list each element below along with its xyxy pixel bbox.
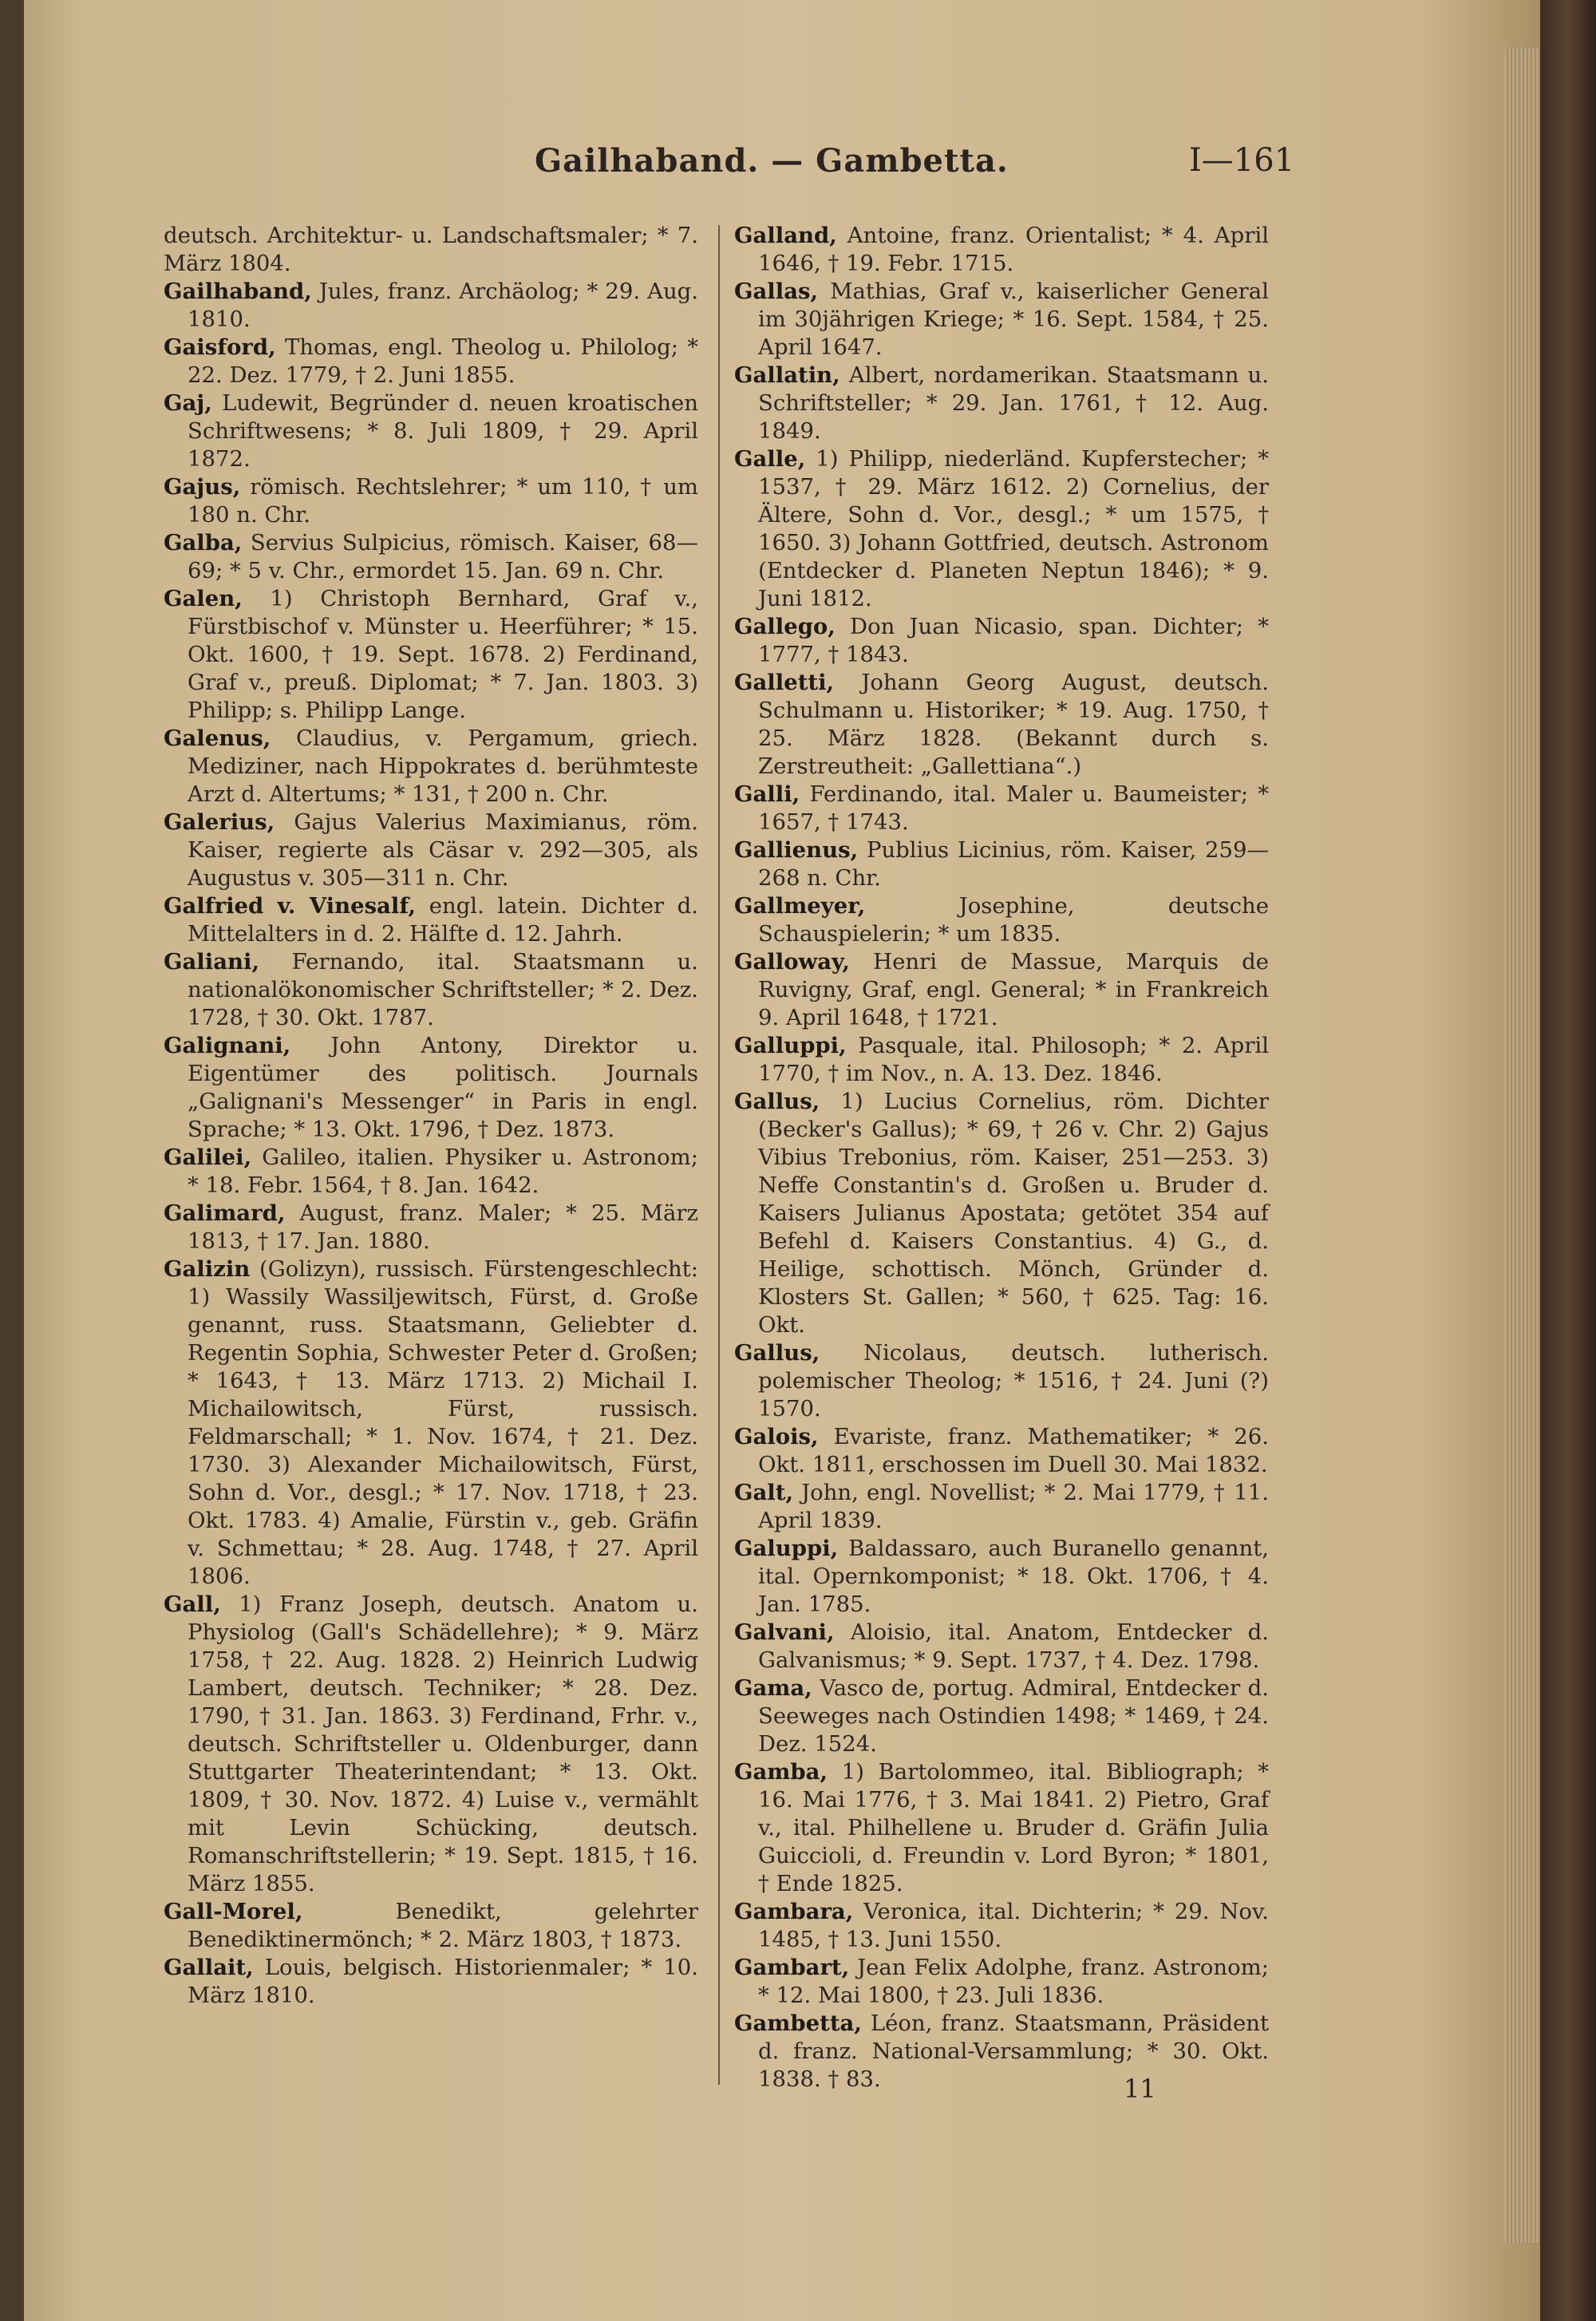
dictionary-entry bbox=[734, 948, 1269, 1032]
dictionary-entry bbox=[164, 222, 698, 278]
entry-headword: Gamba, bbox=[734, 1759, 828, 1785]
entry-text: Evariste, franz. Mathematiker; * 26. Okt. 1811, erschossen im Duell 30. Mai 1832. bbox=[758, 1424, 1269, 1477]
entry-text: Léon, franz. Staatsmann, Präsident d. franz. National-Versammlung; * 30. Okt. 1838. † 83. bbox=[758, 2011, 1269, 2092]
entry-headword: Galvani, bbox=[734, 1619, 835, 1645]
dictionary-entry bbox=[734, 1535, 1269, 1619]
entry-headword: Gambetta, bbox=[734, 2011, 862, 2036]
entry-text: Ludewit, Begründer d. neuen kroatischen Schriftwesens; * 8. Juli 1809, † 29. April 1872. bbox=[188, 390, 699, 472]
page-header bbox=[24, 142, 1540, 190]
entry-text: John Antony, Direktor u. Eigentümer des politisch. Journals „Galignani's Messenger“ in Paris in engl. Sprache; * 13. Okt. 1796, † Dez. 1873. bbox=[188, 1033, 699, 1142]
entry-text: Nicolaus, deutsch. lutherisch. polemischer Theolog; * 1516, † 24. Juni (?) 1570. bbox=[758, 1340, 1269, 1421]
entry-text: römisch. Rechtslehrer; * um 110, † um 180 n. Chr. bbox=[188, 474, 698, 528]
dictionary-entry bbox=[164, 278, 698, 334]
entry-text: Henri de Massue, Marquis de Ruvigny, Graf, engl. General; * in Frankreich 9. April 1648, † 1721. bbox=[758, 949, 1270, 1030]
dictionary-entry bbox=[734, 362, 1269, 445]
dictionary-entry bbox=[734, 1339, 1269, 1423]
entry-text: Antoine, franz. Orientalist; * 4. April 1646, † 19. Febr. 1715. bbox=[758, 223, 1269, 276]
dictionary-entry bbox=[734, 1619, 1269, 1675]
dictionary-entry bbox=[164, 1255, 698, 1591]
entry-text: Publius Licinius, röm. Kaiser, 259—268 n. Chr. bbox=[758, 837, 1269, 891]
entry-text: Ferdinando, ital. Maler u. Baumeister; * 1657, † 1743. bbox=[758, 781, 1269, 835]
entry-headword: Gambara, bbox=[734, 1899, 854, 1924]
dictionary-entry bbox=[164, 809, 698, 892]
book-spine bbox=[1540, 0, 1596, 2321]
entry-headword: Gallas, bbox=[734, 279, 819, 304]
entry-text: 1) Philipp, niederländ. Kupferstecher; * 1537, † 29. März 1612. 2) Cornelius, der Ältere, Sohn d. Vor., desgl.; * um 1575, † 1650. 3) Johann Gottfried, deutsch. Astronom (Entdecker d. Planeten Neptun 1846); * 9. Juni 1812. bbox=[758, 446, 1269, 611]
dictionary-entry bbox=[164, 1200, 698, 1255]
entry-headword: Gallienus, bbox=[734, 837, 859, 863]
entry-headword: Galba, bbox=[164, 530, 243, 556]
entry-headword: Galfried v. Vinesalf, bbox=[164, 893, 417, 919]
dictionary-entry bbox=[734, 1675, 1269, 1758]
entry-headword: Galt, bbox=[734, 1480, 794, 1505]
entry-headword: Galle, bbox=[734, 446, 806, 472]
entry-text: Albert, nordamerikan. Staatsmann u. Schriftsteller; * 29. Jan. 1761, † 12. Aug. 1849. bbox=[758, 362, 1269, 444]
entry-text: deutsch. Architektur- u. Landschaftsmaler; * 7. März 1804. bbox=[164, 223, 698, 276]
dictionary-entry bbox=[164, 1032, 698, 1144]
dictionary-entry bbox=[164, 1144, 698, 1200]
dictionary-entry bbox=[164, 473, 698, 529]
entry-headword: Gall, bbox=[164, 1591, 221, 1617]
entry-headword: Gallatin, bbox=[734, 362, 840, 388]
entry-text: Jules, franz. Archäolog; * 29. Aug. 1810. bbox=[188, 279, 699, 332]
signature-mark: 11 bbox=[1124, 2074, 1156, 2104]
entry-headword: Galois, bbox=[734, 1424, 819, 1449]
dictionary-entry bbox=[734, 445, 1269, 613]
entry-headword: Galletti, bbox=[734, 670, 835, 695]
dictionary-entry bbox=[734, 1758, 1269, 1898]
entry-text: Galileo, italien. Physiker u. Astronom; * 18. Febr. 1564, † 8. Jan. 1642. bbox=[188, 1145, 699, 1198]
entry-headword: Gallait, bbox=[164, 1955, 254, 1980]
entry-headword: Galilei, bbox=[164, 1145, 252, 1170]
dictionary-entry bbox=[734, 781, 1269, 836]
dictionary-entry bbox=[164, 334, 698, 389]
dictionary-entry bbox=[734, 1032, 1269, 1088]
dictionary-entry bbox=[164, 725, 698, 809]
dictionary-entry bbox=[734, 222, 1269, 278]
entry-headword: Gama, bbox=[734, 1675, 812, 1701]
entry-headword: Galignani, bbox=[164, 1033, 291, 1058]
dictionary-entry bbox=[164, 389, 698, 473]
entry-headword: Galiani, bbox=[164, 949, 260, 975]
right-column bbox=[734, 222, 1269, 2094]
entry-headword: Gaj, bbox=[164, 390, 212, 416]
dictionary-entry bbox=[734, 892, 1269, 948]
dictionary-entry bbox=[734, 278, 1269, 362]
entry-headword: Galizin bbox=[164, 1256, 251, 1282]
entry-text: 1) Franz Joseph, deutsch. Anatom u. Physiolog (Gall's Schädellehre); * 9. März 1758, † 22. Aug. 1828. 2) Heinrich Ludwig Lambert, deutsch. Techniker; * 28. Dez. 1790, † 31. Jan. 1863. 3) Ferdinand, Frhr. v., deutsch. Schriftsteller u. Oldenburger, dann Stuttgarter Theaterintendant; * 13. Okt. 1809, † 30. Nov. 1872. 4) Luise v., vermählt mit Levin Schücking, deutsch. Romanschriftstellerin; * 19. Sept. 1815, † 16. März 1855. bbox=[188, 1591, 698, 1896]
entry-text: Don Juan Nicasio, span. Dichter; * 1777, † 1843. bbox=[758, 614, 1269, 667]
dictionary-entry bbox=[734, 1423, 1269, 1479]
entry-text: 1) Bartolommeo, ital. Bibliograph; * 16. Mai 1776, † 3. Mai 1841. 2) Pietro, Graf v., ital. Philhellene u. Bruder d. Gräfin Julia Guiccioli, d. Freundin v. Lord Byron; * 1801, † Ende 1825. bbox=[758, 1759, 1269, 1896]
entry-text: 1) Lucius Cornelius, röm. Dichter (Becker's Gallus); * 69, † 26 v. Chr. 2) Gajus Vibius Trebonius, röm. Kaiser, 251—253. 3) Neffe Constantin's d. Großen u. Bruder d. Kaisers Julianus Apostata; getötet 354 auf Befehl d. Kaisers Constantius. 4) G., d. Heilige, schottisch. Mönch, Gründer d. Klosters St. Gallen; * 560, † 625. Tag: 16. Okt. bbox=[758, 1089, 1269, 1338]
entry-text: Claudius, v. Pergamum, griech. Mediziner, nach Hippokrates d. berühmteste Arzt d. Altertums; * 131, † 200 n. Chr. bbox=[188, 726, 698, 807]
dictionary-entry bbox=[734, 613, 1269, 669]
dictionary-entry bbox=[164, 585, 698, 725]
entry-text: Benedikt, gelehrter Benediktinermönch; * 2. März 1803, † 1873. bbox=[188, 1899, 698, 1952]
running-title: Gailhaband. — Gambetta. bbox=[535, 142, 1009, 180]
entry-headword: Galland, bbox=[734, 223, 837, 248]
entry-headword: Galluppi, bbox=[734, 1033, 847, 1058]
entry-text: Aloisio, ital. Anatom, Entdecker d. Galvanismus; * 9. Sept. 1737, † 4. Dez. 1798. bbox=[758, 1619, 1269, 1673]
entry-text: Johann Georg August, deutsch. Schulmann u. Historiker; * 19. Aug. 1750, † 25. März 1828. (Bekannt durch s. Zerstreutheit: „Gallettiana“.) bbox=[758, 670, 1269, 779]
entry-text: engl. latein. Dichter d. Mittelalters in d. 2. Hälfte d. 12. Jahrh. bbox=[188, 893, 699, 947]
entry-headword: Gall-Morel, bbox=[164, 1899, 303, 1924]
entry-headword: Gailhaband, bbox=[164, 279, 312, 304]
entry-headword: Gallmeyer, bbox=[734, 893, 866, 919]
entry-headword: Galuppi, bbox=[734, 1536, 839, 1561]
entry-headword: Galimard, bbox=[164, 1200, 286, 1226]
entry-text: Pasquale, ital. Philosoph; * 2. April 1770, † im Nov., n. A. 13. Dez. 1846. bbox=[758, 1033, 1269, 1086]
dictionary-entry bbox=[734, 1088, 1269, 1339]
entry-text: Thomas, engl. Theolog u. Philolog; * 22. Dez. 1779, † 2. Juni 1855. bbox=[188, 334, 698, 388]
entry-headword: Gallus, bbox=[734, 1340, 820, 1366]
entry-headword: Galerius, bbox=[164, 809, 275, 835]
entry-text: 1) Christoph Bernhard, Graf v., Fürstbischof v. Münster u. Heerführer; * 15. Okt. 1600, † 19. Sept. 1678. 2) Ferdinand, Graf v., preuß. Diplomat; * 7. Jan. 1803. 3) Philipp; s. Philipp Lange. bbox=[188, 586, 698, 723]
page bbox=[24, 0, 1540, 2321]
entry-text: Mathias, Graf v., kaiserlicher General im 30jährigen Kriege; * 16. Sept. 1584, † 25. April 1647. bbox=[758, 279, 1270, 360]
entry-headword: Galen, bbox=[164, 586, 243, 611]
dictionary-entry bbox=[164, 1591, 698, 1898]
entry-headword: Gaisford, bbox=[164, 334, 276, 360]
dictionary-entry bbox=[734, 836, 1269, 892]
entry-headword: Gallego, bbox=[734, 614, 836, 639]
dictionary-entry bbox=[734, 1898, 1269, 1954]
entry-text: Louis, belgisch. Historienmaler; * 10. März 1810. bbox=[188, 1955, 699, 2008]
dictionary-entry bbox=[734, 669, 1269, 781]
dictionary-entry bbox=[734, 2010, 1269, 2094]
entry-headword: Galenus, bbox=[164, 726, 271, 751]
entry-text: August, franz. Maler; * 25. März 1813, † 17. Jan. 1880. bbox=[188, 1200, 698, 1254]
entry-text: Fernando, ital. Staatsmann u. nationalökonomischer Schriftsteller; * 2. Dez. 1728, † 30. Okt. 1787. bbox=[188, 949, 698, 1030]
entry-text: (Golizyn), russisch. Fürstengeschlecht: 1) Wassily Wassiljewitsch, Fürst, d. Große genannt, russ. Staatsmann, Geliebter d. Regentin Sophia, Schwester Peter d. Großen; * 1643, † 13. März 1713. 2) Michail I. Michailowitsch, Fürst, russisch. Feldmarschall; * 1. Nov. 1674, † 21. Dez. 1730. 3) Alexander Michailowitsch, Fürst, Sohn d. Vor., desgl.; * 17. Nov. 1718, † 23. Okt. 1783. 4) Amalie, Fürstin v., geb. Gräfin v. Schmettau; * 28. Aug. 1748, † 27. April 1806. bbox=[188, 1256, 698, 1589]
dictionary-entry bbox=[164, 892, 698, 948]
entry-headword: Galloway, bbox=[734, 949, 850, 975]
entry-text: Baldassaro, auch Buranello genannt, ital. Opernkomponist; * 18. Okt. 1706, † 4. Jan. 1785. bbox=[758, 1536, 1269, 1617]
dictionary-entry bbox=[164, 948, 698, 1032]
page-number: I—161 bbox=[1189, 142, 1295, 179]
column-divider bbox=[718, 225, 720, 2085]
entry-text: Servius Sulpicius, römisch. Kaiser, 68—69; * 5 v. Chr., ermordet 15. Jan. 69 n. Chr. bbox=[188, 530, 698, 583]
dictionary-entry bbox=[734, 1479, 1269, 1535]
entry-headword: Gallus, bbox=[734, 1089, 820, 1114]
dictionary-entry bbox=[164, 1954, 698, 2010]
entry-text: Veronica, ital. Dichterin; * 29. Nov. 1485, † 13. Juni 1550. bbox=[758, 1899, 1269, 1952]
entry-text: John, engl. Novellist; * 2. Mai 1779, † 11. April 1839. bbox=[758, 1480, 1269, 1533]
entry-text: Jean Felix Adolphe, franz. Astronom; * 12. Mai 1800, † 23. Juli 1836. bbox=[758, 1955, 1269, 2008]
page-edge bbox=[1504, 48, 1544, 2243]
entry-headword: Galli, bbox=[734, 781, 800, 807]
entry-headword: Gambart, bbox=[734, 1955, 850, 1980]
entry-text: Gajus Valerius Maximianus, röm. Kaiser, regierte als Cäsar v. 292—305, als Augustus v. 305—311 n. Chr. bbox=[188, 809, 698, 891]
left-column bbox=[164, 222, 698, 2010]
dictionary-entry bbox=[164, 529, 698, 585]
entry-headword: Gajus, bbox=[164, 474, 241, 500]
dictionary-entry bbox=[164, 1898, 698, 1954]
entry-text: Josephine, deutsche Schauspielerin; * um 1835. bbox=[758, 893, 1269, 947]
dictionary-entry bbox=[734, 1954, 1269, 2010]
entry-text: Vasco de, portug. Admiral, Entdecker d. Seeweges nach Ostindien 1498; * 1469, † 24. Dez. 1524. bbox=[758, 1675, 1270, 1757]
